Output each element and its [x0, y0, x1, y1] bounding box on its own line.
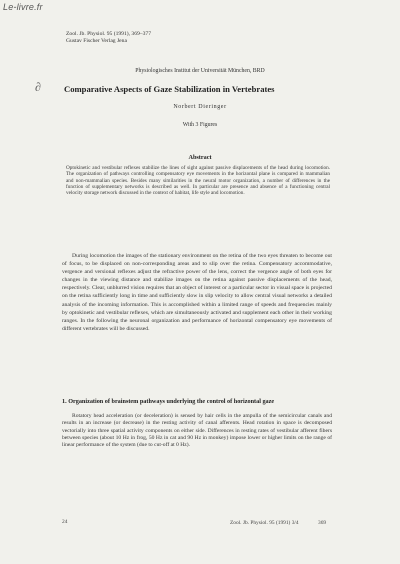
- journal-citation: Zool. Jb. Physiol. 95 (1991), 369–377: [66, 31, 151, 37]
- institute-affiliation: Physiologisches Institut der Universität München, BRD: [135, 68, 265, 74]
- journal-header: [66, 31, 151, 45]
- abstract-text: Optokinetic and vestibular reflexes stabilize the lines of sight against passive displacements of the head during locomotion. The organization of pathways controlling compensatory eye movements in the horizontal plane is compared in mammalian and non-mammalian species. Besides many similarities in the neural motor organization, a number of differences in the function of supplementary networks is described as well. In particular are presence and absence of a functioning central velocity storage network discussed in the context of habitat, life style and locomotion.: [66, 165, 330, 197]
- intro-paragraph: During locomotion the images of the stationary environment on the retina of the two eyes threaten to become out of focus, to be displaced on non-corresponding areas and to slip over the retina. Compensatory accommodative, vergence and versional reflexes adjust the refractive power of the lens, correct the vergence angle of both eyes for changes in the viewing distance and stabilize images on the retina against passive displacements of the head, respectively. Clear, unblurred vision requires that an object of interest or a particular sector in visual space is projected on the retina sufficiently long in time and sufficiently slow in slip velocity to allow central visual networks a detailed analysis of the incoming information. This is accomplished within a limited range of speeds and frequencies mainly by optokinetic and vestibular reflexes, which are simultaneously activated and supplement each other in their working ranges. In the following the neuronal organization and performance of horizontal compensatory eye movements of different vertebrates will be discussed.: [62, 253, 332, 332]
- figure-count: With 3 Figures: [182, 122, 218, 128]
- footer-page-number: 369: [318, 520, 327, 526]
- page-number-left: 24: [62, 519, 68, 525]
- author-name: Norbert Dieringer: [173, 104, 227, 110]
- abstract-heading: Abstract: [188, 154, 212, 161]
- footer-journal-ref: Zool. Jb. Physiol. 95 (1991) 3/4: [230, 520, 299, 526]
- journal-publisher: Gustav Fischer Verlag Jena: [66, 38, 127, 44]
- watermark: Le-livre.fr: [3, 2, 43, 12]
- section-heading: 1. Organization of brainstem pathways underlying the control of horizontal gaze: [62, 398, 275, 405]
- section-paragraph: Rotatory head acceleration (or deceleration) is sensed by hair cells in the ampulla of the semicircular canals and results in an increase (or decrease) in the resting activity of canal afferents. Head rotation in space is decomposed vectorially into three spatial activity components on either side. Differences in resting rates of vestibular afferent fibers between species (about 10 Hz in frog, 50 Hz in cat and 90 Hz in monkey) impose lower or higher limits on the range of linear performance of the system (due to cut-off at 0 Hz).: [62, 413, 332, 449]
- article-title: Comparative Aspects of Gaze Stabilization in Vertebrates: [64, 84, 275, 94]
- handwritten-mark: ∂: [35, 80, 41, 94]
